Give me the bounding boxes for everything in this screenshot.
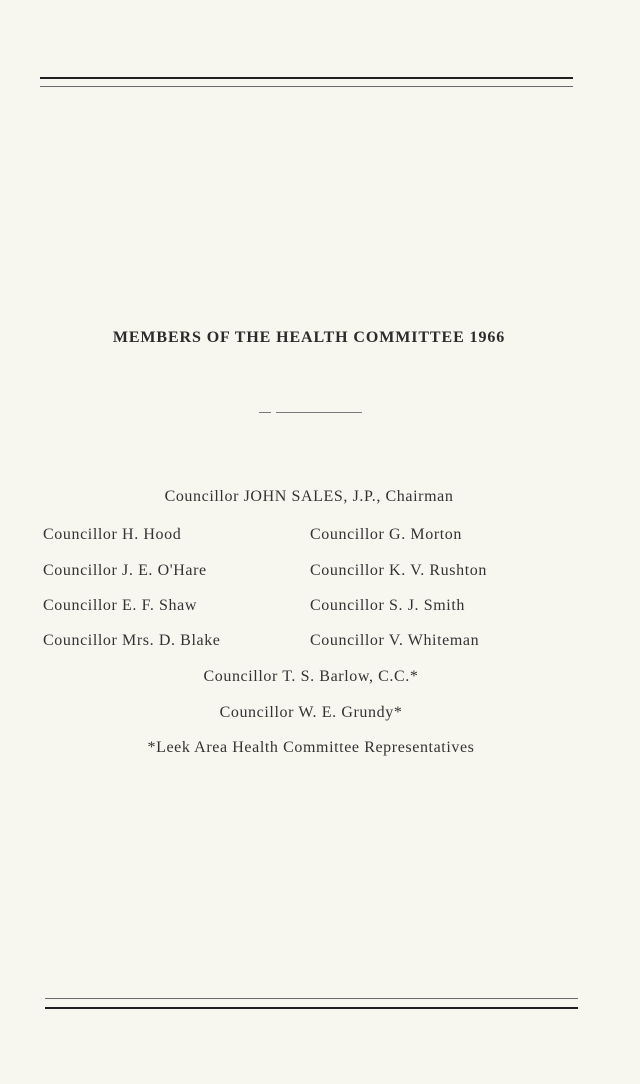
- member-right: Councillor G. Morton: [310, 526, 462, 543]
- bottom-rule-thin: [45, 998, 578, 999]
- member-left: Councillor J. E. O'Hare: [43, 562, 207, 579]
- page-heading: MEMBERS OF THE HEALTH COMMITTEE 1966: [112, 329, 506, 346]
- member-right: Councillor K. V. Rushton: [310, 562, 487, 579]
- chairman-line: Councillor JOHN SALES, J.P., Chairman: [164, 488, 454, 505]
- separator-dash-short: [259, 412, 271, 413]
- separator-dash-long: [276, 412, 362, 413]
- member-right: Councillor V. Whiteman: [310, 632, 480, 649]
- member-left: Councillor H. Hood: [43, 526, 182, 543]
- bottom-rule-thick: [45, 1007, 578, 1009]
- member-right: Councillor S. J. Smith: [310, 597, 465, 614]
- representative-line: Councillor W. E. Grundy*: [219, 704, 403, 721]
- top-rule-thick: [40, 77, 573, 79]
- member-left: Councillor Mrs. D. Blake: [43, 632, 221, 649]
- representative-line: Councillor T. S. Barlow, C.C.*: [203, 668, 419, 685]
- member-left: Councillor E. F. Shaw: [43, 597, 197, 614]
- footnote: *Leek Area Health Committee Representatives: [147, 739, 475, 756]
- top-rule-thin: [40, 86, 573, 87]
